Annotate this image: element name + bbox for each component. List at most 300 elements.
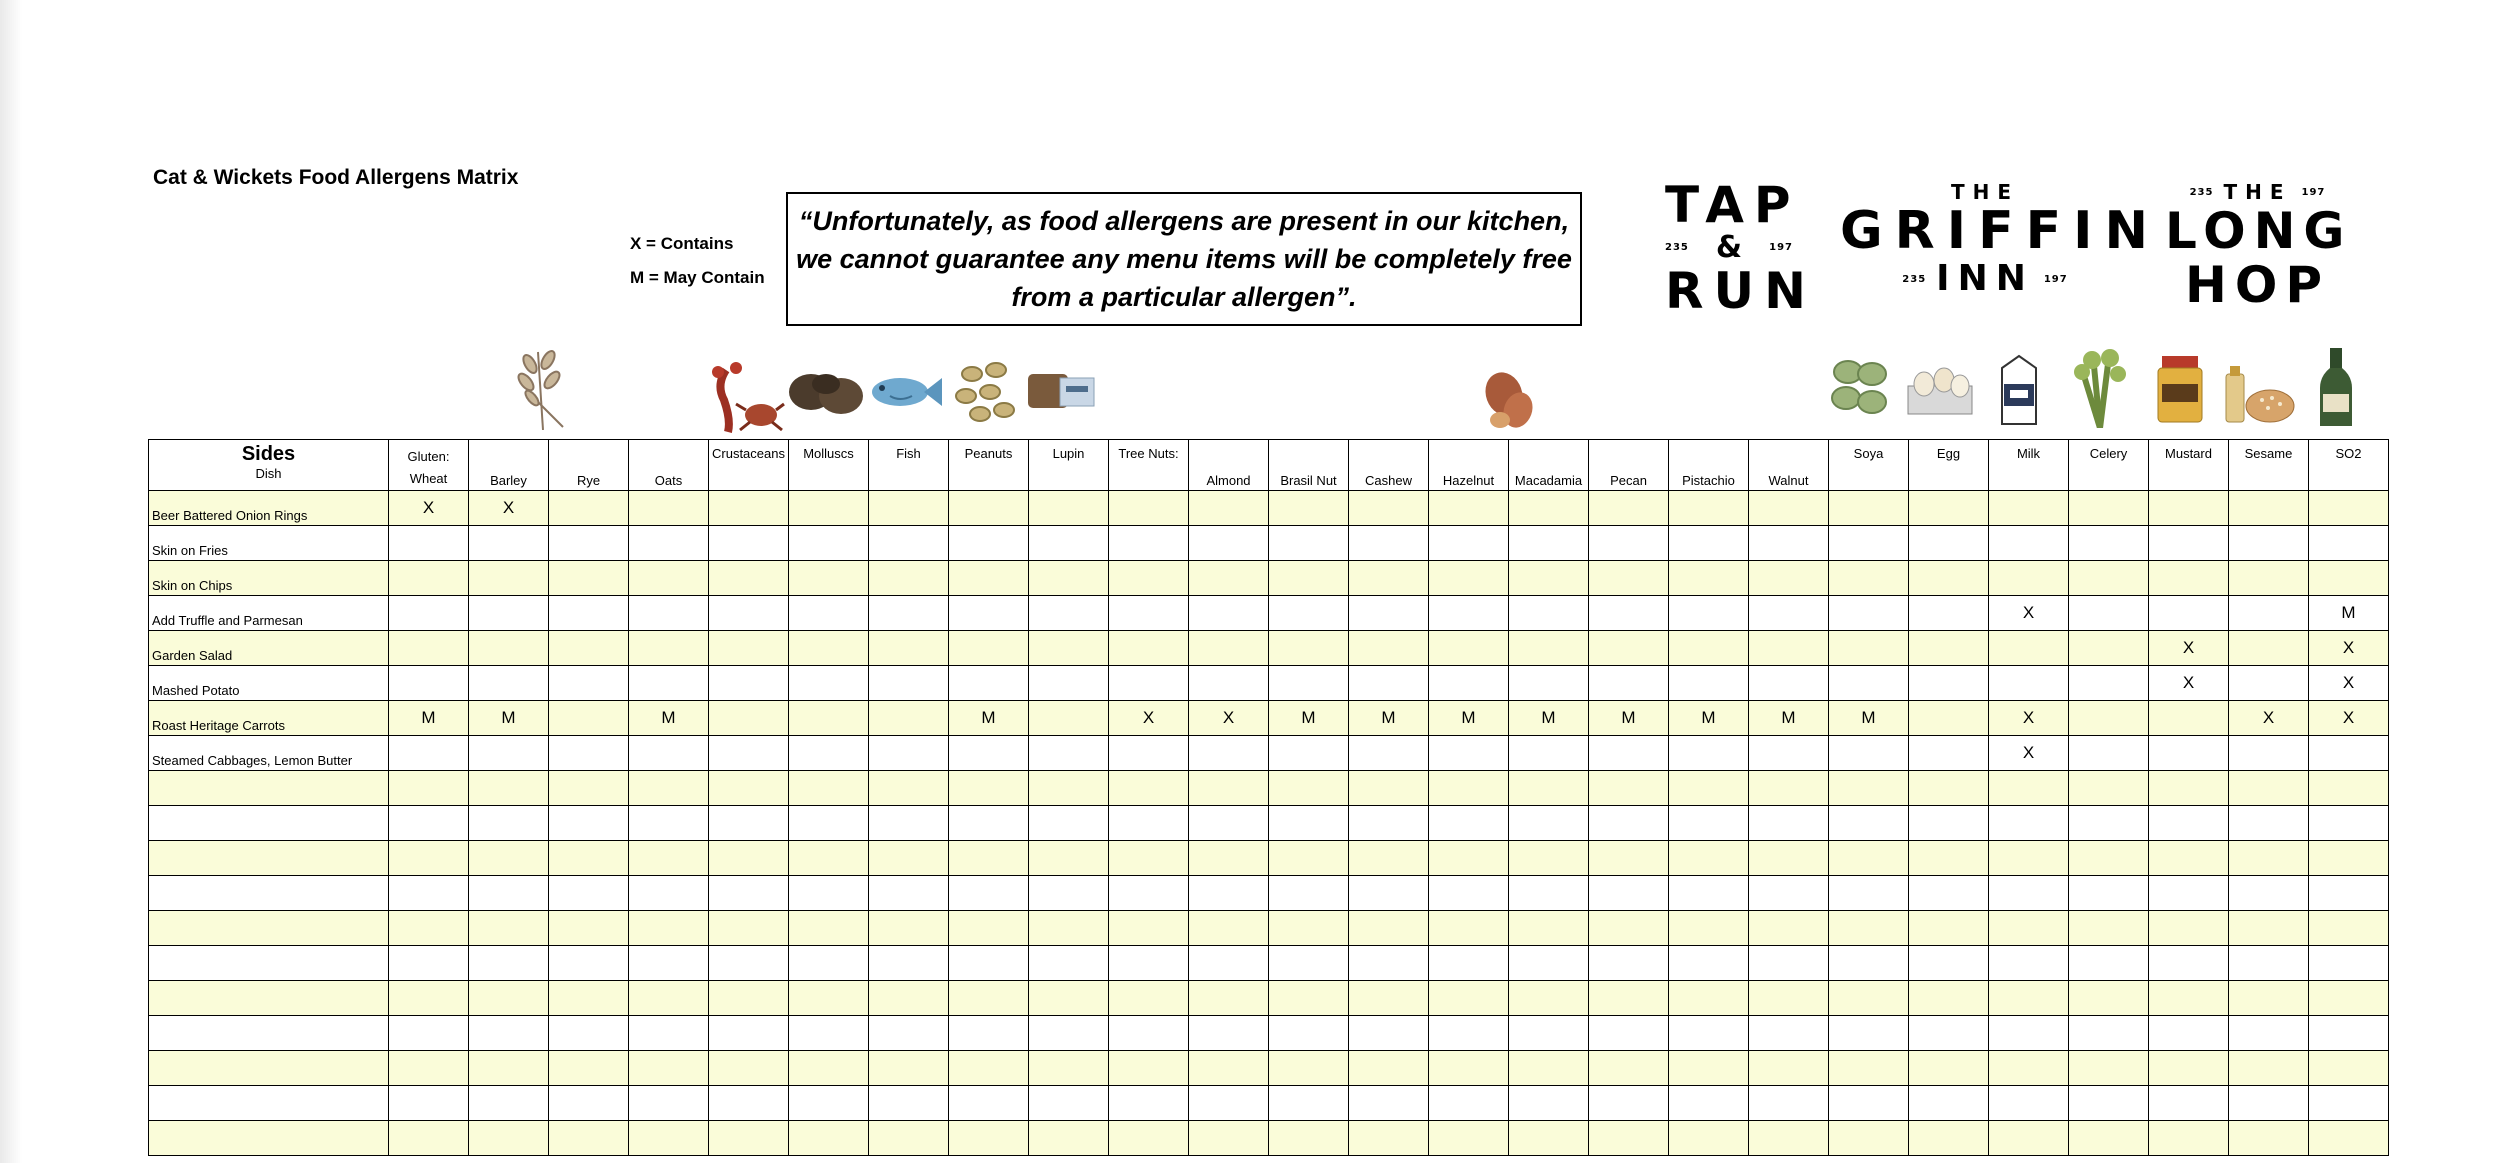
allergen-cell — [869, 1086, 949, 1121]
dish-name: Beer Battered Onion Rings — [149, 491, 389, 526]
allergen-cell — [549, 701, 629, 736]
allergen-cell — [469, 911, 549, 946]
allergen-cell — [389, 841, 469, 876]
column-header-macadamia — [1509, 440, 1589, 491]
allergen-cell — [629, 981, 709, 1016]
table-row — [149, 666, 2389, 701]
allergen-cell — [1749, 841, 1829, 876]
allergen-cell — [1829, 1051, 1909, 1086]
allergen-cell — [1189, 561, 1269, 596]
allergen-cell — [1829, 631, 1909, 666]
allergen-cell — [1989, 631, 2069, 666]
allergen-cell — [2309, 771, 2389, 806]
allergen-cell — [469, 806, 549, 841]
allergen-cell — [469, 596, 549, 631]
allergen-cell — [2069, 631, 2149, 666]
allergen-cell — [629, 666, 709, 701]
allergen-cell — [1029, 631, 1109, 666]
allergen-cell — [549, 911, 629, 946]
allergen-cell — [1269, 491, 1349, 526]
column-header-fish — [869, 440, 949, 491]
column-header-pistachio — [1669, 440, 1749, 491]
allergen-cell — [2229, 981, 2309, 1016]
allergen-cell — [2069, 491, 2149, 526]
column-label: Pistachio — [1682, 473, 1735, 488]
dish-name — [149, 1051, 389, 1086]
allergen-cell — [389, 806, 469, 841]
dish-name: Roast Heritage Carrots — [149, 701, 389, 736]
allergen-cell — [1109, 561, 1189, 596]
allergen-cell — [2309, 1051, 2389, 1086]
allergen-cell — [1269, 666, 1349, 701]
allergen-cell — [2309, 1086, 2389, 1121]
allergen-cell — [2229, 1051, 2309, 1086]
allergen-cell — [1109, 491, 1189, 526]
allergen-cell — [1429, 491, 1509, 526]
table-row — [149, 1051, 2389, 1086]
allergen-cell — [2069, 771, 2149, 806]
allergen-cell: X — [2309, 631, 2389, 666]
allergen-cell — [1429, 1121, 1509, 1156]
allergen-cell — [629, 491, 709, 526]
table-row — [149, 701, 2389, 736]
allergen-cell — [1189, 806, 1269, 841]
allergen-cell — [1109, 771, 1189, 806]
allergen-cell — [549, 806, 629, 841]
allergen-cell — [709, 1051, 789, 1086]
allergen-cell — [1669, 1121, 1749, 1156]
allergen-cell — [2309, 1016, 2389, 1051]
dish-name: Garden Salad — [149, 631, 389, 666]
allergen-cell — [1269, 736, 1349, 771]
allergen-cell — [1109, 841, 1189, 876]
allergen-cell — [1669, 841, 1749, 876]
allergen-cell — [389, 876, 469, 911]
allergen-cell — [1029, 526, 1109, 561]
allergen-cell — [389, 1051, 469, 1086]
allergen-cell — [1349, 631, 1429, 666]
allergen-cell — [869, 946, 949, 981]
allergen-cell — [1749, 771, 1829, 806]
allergen-cell — [469, 1121, 549, 1156]
dish-name — [149, 841, 389, 876]
allergen-cell — [389, 1086, 469, 1121]
allergen-cell — [1749, 526, 1829, 561]
allergen-cell — [1269, 1121, 1349, 1156]
column-label: Hazelnut — [1442, 473, 1495, 488]
allergen-cell — [1509, 491, 1589, 526]
table-row — [149, 596, 2389, 631]
allergen-cell — [949, 771, 1029, 806]
allergen-cell — [1669, 876, 1749, 911]
allergen-cell: X — [2149, 666, 2229, 701]
allergen-cell — [389, 771, 469, 806]
allergen-cell — [1909, 876, 1989, 911]
allergen-cell — [1669, 806, 1749, 841]
column-header-peanuts — [949, 440, 1029, 491]
allergen-cell — [1429, 736, 1509, 771]
allergen-cell — [709, 1121, 789, 1156]
dish-name — [149, 911, 389, 946]
allergen-cell — [1349, 911, 1429, 946]
allergen-cell — [949, 491, 1029, 526]
column-label: Peanuts — [964, 446, 1013, 461]
column-header-celery — [2069, 440, 2149, 491]
allergen-cell — [1989, 1086, 2069, 1121]
allergen-cell — [2149, 701, 2229, 736]
table-row — [149, 806, 2389, 841]
allergen-cell — [1429, 596, 1509, 631]
allergen-cell — [469, 1016, 549, 1051]
allergen-cell — [2229, 876, 2309, 911]
allergen-cell — [949, 841, 1029, 876]
allergen-cell — [1029, 491, 1109, 526]
allergen-cell — [1989, 526, 2069, 561]
column-header-egg — [1909, 440, 1989, 491]
tap-logo-amp: & — [1715, 230, 1743, 265]
allergen-cell — [709, 526, 789, 561]
allergen-cell — [2309, 946, 2389, 981]
allergen-cell — [1589, 1121, 1669, 1156]
allergen-cell — [1589, 946, 1669, 981]
dish-label: Dish — [255, 466, 282, 481]
allergen-cell — [789, 911, 869, 946]
allergen-cell: X — [2309, 666, 2389, 701]
allergen-cell — [1909, 981, 1989, 1016]
allergen-cell — [709, 561, 789, 596]
column-label: Lupin — [1052, 446, 1085, 461]
allergen-cell — [789, 1086, 869, 1121]
allergen-cell — [789, 491, 869, 526]
allergen-cell — [1749, 561, 1829, 596]
allergen-cell — [1589, 596, 1669, 631]
column-label: Rye — [576, 473, 601, 488]
griffin-logo-the: THE — [1950, 180, 2020, 204]
allergen-cell — [389, 596, 469, 631]
allergen-cell — [1429, 946, 1509, 981]
allergen-cell — [1189, 981, 1269, 1016]
allergen-cell — [2309, 806, 2389, 841]
allergen-cell — [549, 841, 629, 876]
allergen-cell — [1989, 806, 2069, 841]
allergen-cell — [1029, 561, 1109, 596]
allergen-cell: M — [1269, 701, 1349, 736]
allergen-cell — [1669, 981, 1749, 1016]
allergen-cell — [1349, 1016, 1429, 1051]
allergen-cell: X — [1109, 701, 1189, 736]
allergen-cell — [1429, 1016, 1509, 1051]
allergen-cell — [1509, 981, 1589, 1016]
allergen-cell: M — [1589, 701, 1669, 736]
allergen-cell — [1429, 1086, 1509, 1121]
column-header-crustaceans — [709, 440, 789, 491]
allergen-cell — [389, 736, 469, 771]
griffin-logo-left-num: 235 — [1902, 273, 1927, 285]
allergen-cell — [1669, 631, 1749, 666]
allergen-cell — [2309, 491, 2389, 526]
allergen-cell — [1589, 911, 1669, 946]
allergen-cell — [1509, 1051, 1589, 1086]
allergen-cell — [1109, 876, 1189, 911]
allergen-cell — [789, 771, 869, 806]
column-label: Pecan — [1610, 473, 1647, 488]
allergen-cell — [1349, 771, 1429, 806]
dish-name: Skin on Fries — [149, 526, 389, 561]
allergen-cell — [1349, 841, 1429, 876]
allergen-cell — [1669, 911, 1749, 946]
mussels-icon — [786, 362, 866, 422]
allergen-cell — [1589, 631, 1669, 666]
allergen-cell — [1109, 1051, 1189, 1086]
allergen-cell — [1589, 1051, 1669, 1086]
allergen-cell — [2149, 806, 2229, 841]
allergen-cell — [1349, 526, 1429, 561]
allergen-cell — [869, 911, 949, 946]
allergen-cell — [549, 876, 629, 911]
allergen-cell — [1509, 526, 1589, 561]
column-header-lupin — [1029, 440, 1109, 491]
allergen-cell — [1429, 771, 1509, 806]
allergen-cell — [2229, 946, 2309, 981]
allergen-cell — [949, 1051, 1029, 1086]
allergen-cell — [1349, 946, 1429, 981]
allergen-cell — [949, 946, 1029, 981]
allergen-cell — [2149, 981, 2229, 1016]
allergen-cell — [1509, 806, 1589, 841]
allergen-cell — [949, 1086, 1029, 1121]
allergen-cell — [2309, 876, 2389, 911]
allergen-cell — [1909, 911, 1989, 946]
allergen-cell — [2149, 841, 2229, 876]
allergen-cell — [2149, 911, 2229, 946]
allergen-cell — [469, 631, 549, 666]
allergen-cell — [1109, 666, 1189, 701]
column-label: Cashew — [1365, 473, 1412, 488]
allergen-cell — [1669, 771, 1749, 806]
allergen-cell — [949, 981, 1029, 1016]
table-row — [149, 1121, 2389, 1156]
allergen-cell — [709, 876, 789, 911]
sesame-icon — [2222, 360, 2296, 426]
allergen-cell — [469, 666, 549, 701]
allergen-cell — [389, 1121, 469, 1156]
allergen-cell — [1669, 1016, 1749, 1051]
allergen-cell — [1349, 491, 1429, 526]
column-label: Mustard — [2165, 446, 2212, 461]
allergen-cell — [1029, 981, 1109, 1016]
allergen-cell — [1029, 1121, 1109, 1156]
allergen-cell — [949, 911, 1029, 946]
allergen-cell — [1589, 876, 1669, 911]
allergen-cell — [629, 946, 709, 981]
allergen-cell — [1909, 701, 1989, 736]
allergen-cell — [949, 666, 1029, 701]
allergen-cell — [1989, 1121, 2069, 1156]
allergen-cell — [1669, 736, 1749, 771]
table-row — [149, 771, 2389, 806]
allergen-cell — [1509, 1121, 1589, 1156]
allergen-cell: M — [1829, 701, 1909, 736]
longhop-logo-right-num: 197 — [2301, 186, 2326, 198]
allergen-cell — [1269, 911, 1349, 946]
allergen-cell — [1909, 1086, 1989, 1121]
allergen-cell — [2069, 876, 2149, 911]
allergen-cell — [1829, 561, 1909, 596]
allergen-cell — [949, 526, 1029, 561]
column-header-cashew — [1349, 440, 1429, 491]
allergen-cell — [2229, 596, 2309, 631]
allergen-cell — [1349, 666, 1429, 701]
allergen-cell — [629, 1121, 709, 1156]
allergen-cell — [949, 736, 1029, 771]
peanuts-icon — [952, 356, 1018, 426]
allergen-cell — [789, 631, 869, 666]
column-label: Molluscs — [803, 446, 854, 461]
allergen-cell — [949, 596, 1029, 631]
allergen-cell — [389, 946, 469, 981]
column-header-barley — [469, 440, 549, 491]
allergen-cell — [2149, 1016, 2229, 1051]
allergen-cell — [469, 736, 549, 771]
allergen-cell — [949, 876, 1029, 911]
column-label: Tree Nuts: — [1118, 446, 1179, 461]
allergen-cell — [1029, 911, 1109, 946]
allergen-cell — [1829, 736, 1909, 771]
allergen-cell — [1109, 946, 1189, 981]
allergen-cell — [1349, 876, 1429, 911]
griffin-logo-inn: INN — [1936, 258, 2034, 299]
allergen-cell — [389, 561, 469, 596]
allergen-cell — [2229, 1016, 2309, 1051]
allergen-cell — [2229, 491, 2309, 526]
dish-name — [149, 771, 389, 806]
allergen-cell — [1749, 491, 1829, 526]
allergen-cell — [469, 841, 549, 876]
allergen-cell — [2069, 1051, 2149, 1086]
allergen-cell — [1509, 876, 1589, 911]
allergen-cell — [789, 526, 869, 561]
page-edge-shadow — [0, 0, 22, 1163]
allergen-cell — [1909, 491, 1989, 526]
milk-icon — [1994, 354, 2044, 426]
allergen-cell — [629, 1051, 709, 1086]
allergen-cell — [2229, 1086, 2309, 1121]
griffin-logo-right-num: 197 — [2043, 273, 2068, 285]
column-header-tree-nuts — [1109, 440, 1189, 491]
allergen-cell — [709, 631, 789, 666]
allergen-cell — [789, 946, 869, 981]
allergen-cell — [629, 771, 709, 806]
allergen-cell — [1589, 981, 1669, 1016]
allergen-cell — [1429, 666, 1509, 701]
allergen-cell — [1189, 596, 1269, 631]
allergen-cell — [1909, 946, 1989, 981]
allergen-cell: X — [2149, 631, 2229, 666]
column-label: Soya — [1853, 446, 1884, 461]
allergen-cell — [1909, 561, 1989, 596]
allergen-cell — [389, 1016, 469, 1051]
table-row — [149, 841, 2389, 876]
allergen-cell — [1909, 1051, 1989, 1086]
allergen-cell — [2069, 1016, 2149, 1051]
fish-icon — [866, 366, 944, 416]
column-header-oats — [629, 440, 709, 491]
allergen-cell — [549, 946, 629, 981]
allergen-cell — [629, 1086, 709, 1121]
allergen-cell — [1109, 736, 1189, 771]
allergen-cell — [1909, 666, 1989, 701]
allergen-cell — [869, 1121, 949, 1156]
allergen-cell — [1189, 491, 1269, 526]
allergen-cell — [1829, 1016, 1909, 1051]
allergen-cell — [2069, 561, 2149, 596]
allergen-cell — [2069, 981, 2149, 1016]
tap-logo-line3: RUN — [1665, 262, 1816, 320]
allergen-cell — [1429, 1051, 1509, 1086]
allergen-cell — [1749, 1121, 1829, 1156]
allergen-cell — [549, 1016, 629, 1051]
gluten-label: Gluten: — [407, 449, 450, 464]
allergen-cell — [1989, 1051, 2069, 1086]
allergen-cell — [2069, 701, 2149, 736]
allergen-cell: M — [949, 701, 1029, 736]
allergen-cell — [2229, 806, 2309, 841]
allergen-cell — [1269, 981, 1349, 1016]
allergen-cell — [1029, 946, 1109, 981]
allergen-cell — [2229, 561, 2309, 596]
allergen-cell — [2149, 561, 2229, 596]
longhop-logo-line1: LONG — [2165, 202, 2353, 260]
dish-name: Steamed Cabbages, Lemon Butter — [149, 736, 389, 771]
griffin-inn-logo — [1840, 180, 2160, 300]
allergen-disclaimer: “Unfortunately, as food allergens are present in our kitchen, we cannot guarantee any menu items will be completely free from a particular allergen”. — [786, 192, 1582, 326]
allergen-cell — [1429, 806, 1509, 841]
table-row — [149, 911, 2389, 946]
allergen-cell — [1989, 981, 2069, 1016]
allergen-cell — [549, 1051, 629, 1086]
allergen-cell — [549, 561, 629, 596]
allergen-cell — [1429, 876, 1509, 911]
allergen-cell — [1189, 1051, 1269, 1086]
allergen-cell — [1589, 491, 1669, 526]
allergen-cell — [709, 701, 789, 736]
allergen-cell — [2149, 491, 2229, 526]
allergen-cell — [869, 631, 949, 666]
allergen-cell: M — [1669, 701, 1749, 736]
wheat-icon — [508, 342, 578, 430]
allergen-cell — [1509, 946, 1589, 981]
allergen-cell — [2069, 736, 2149, 771]
longhop-logo-left-num: 235 — [2189, 186, 2214, 198]
allergen-cell — [1269, 596, 1349, 631]
allergen-cell — [1669, 491, 1749, 526]
column-label: Macadamia — [1514, 473, 1583, 488]
allergen-cell — [789, 1121, 869, 1156]
allergen-cell — [1749, 1016, 1829, 1051]
allergen-cell: X — [469, 491, 549, 526]
allergen-cell — [389, 981, 469, 1016]
table-row — [149, 736, 2389, 771]
allergens-matrix-table — [148, 439, 2389, 1156]
allergen-cell — [1189, 1086, 1269, 1121]
allergen-cell — [549, 596, 629, 631]
allergen-cell: M — [1749, 701, 1829, 736]
allergen-cell — [1909, 1121, 1989, 1156]
allergen-cell — [1429, 841, 1509, 876]
table-header-row — [149, 440, 2389, 491]
allergen-cell: M — [1509, 701, 1589, 736]
allergen-cell — [1269, 1086, 1349, 1121]
